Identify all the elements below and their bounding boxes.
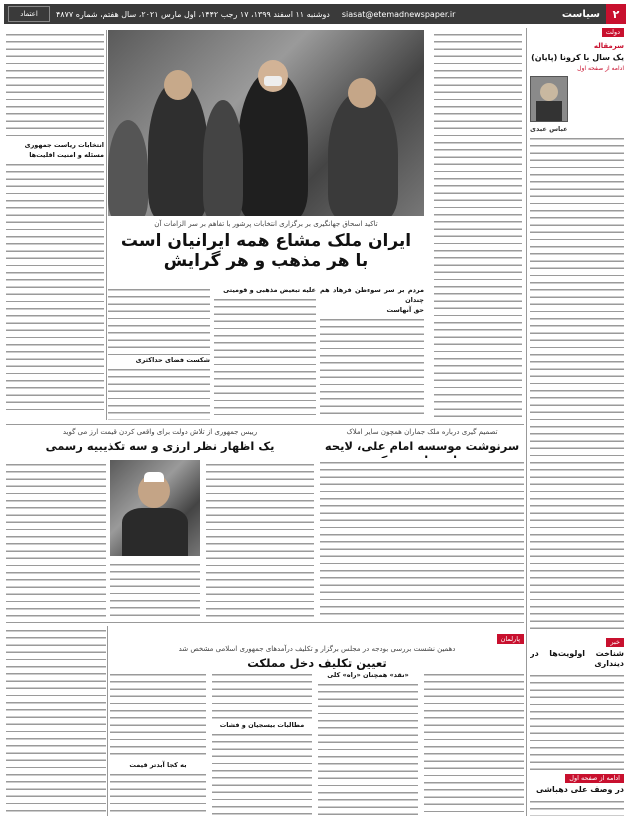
mid-story-2-text-a [206, 460, 314, 618]
section-divider [6, 622, 524, 623]
issue-date: دوشنبه ۱۱ اسفند ۱۳۹۹، ۱۷ رجب ۱۴۴۲، اول مارس ۲۰۲۱، سال هفتم، شماره ۴۸۷۷ [56, 9, 330, 19]
bottom-sub-3: به کجا آبدتر قیمت [129, 761, 187, 769]
author-name: عباس عبدی [530, 125, 568, 134]
lead-sub-2: حق آنهاست [386, 306, 424, 314]
box-title: شناخت اولویت‌ها در دینداری [530, 648, 624, 668]
column-divider [526, 28, 527, 816]
mid-story-photo [110, 460, 200, 556]
bottom-tag: پارلمان [497, 634, 524, 644]
section-title: سیاست [561, 8, 600, 20]
box2-title: در وصف علی دهباشی [535, 785, 624, 795]
bottom-kicker: دهمین نشست بررسی بودجه در مجلس برگزار و تکلیف درآمدهای جمهوری اسلامی مشخص شد [178, 645, 456, 653]
lead-subcol-3 [108, 285, 210, 420]
bottom-left-column [6, 626, 106, 816]
lead-sub-1: مردم بر سر سوءظن فرهاد هم چندان [320, 286, 424, 304]
bottom-col-4 [110, 670, 206, 816]
bottom-sub-2: مطالبات بیسجیان و فشات [219, 721, 305, 729]
lead-subcol-2 [214, 285, 316, 420]
lead-text-column [434, 30, 522, 420]
lead-headline-1: ایران ملک مشاع همه ایرانیان است [120, 231, 412, 251]
left-column-top [6, 30, 104, 420]
lead-sub-3: علیه تبعیض مذهبی و قومیتی [223, 286, 316, 294]
box-continue-tag: ادامه از صفحه اول [565, 774, 624, 783]
lead-headline-2: با هر مذهب و هر گرایش [163, 251, 369, 271]
bottom-sub-1: «نقد» همچنان «راه» کلی [327, 671, 409, 679]
editorial-title: یک سال با کرونا (پایان) [531, 53, 624, 63]
page-number: ۲ [606, 4, 626, 24]
left-sub-2: مسئله و امنیت اقلیت‌ها [29, 151, 104, 159]
mid-headline: سرنوشت موسسه امام علی، لایحه [324, 439, 520, 453]
section-tag: دولت [602, 28, 624, 37]
column-tag: سرمقاله [593, 42, 624, 51]
bottom-col-3 [212, 670, 312, 816]
left-sub-1: انتخابات ریاست جمهوری [24, 141, 104, 149]
email-address[interactable]: siasat@etemadnewspaper.ir [341, 9, 456, 19]
mid-story-text [320, 458, 524, 618]
section-divider [6, 424, 524, 425]
column-divider [107, 626, 108, 816]
mid-story-2-headline-block [6, 428, 314, 453]
right-column [530, 28, 624, 816]
lead-subcol-1 [320, 285, 424, 420]
mid2-kicker: رییس جمهوری از تلاش دولت برای واقعی کردن قیمت ارز می گوید [62, 428, 258, 436]
header-bar [4, 4, 626, 24]
mid-story-2-text-b [6, 460, 106, 618]
lead-kicker: تاکید اسحاق جهانگیری بر برگزاری انتخابات پرشور با تفاهم بر سر الزامات آن [154, 220, 378, 228]
bottom-story-headline-block [110, 626, 524, 670]
bottom-col-2 [318, 670, 418, 816]
lead-sub-4: شکست فضای حداکثری [135, 356, 210, 364]
mid-kicker: تصمیم گیری درباره ملک جماران همچون سایر املاک [346, 428, 498, 436]
mid-story-2-text-c [110, 560, 200, 618]
box-tag: خبر [606, 638, 624, 647]
author-portrait [530, 76, 568, 122]
bottom-headline: تعیین تکلیف دخل مملکت [247, 656, 387, 670]
mid2-headline: یک اظهار نظر ارزی و سه تکذیبیه رسمی [45, 439, 275, 453]
editorial-continue: ادامه از صفحه اول [577, 65, 624, 73]
bottom-col-1 [424, 670, 524, 816]
column-divider [106, 30, 107, 420]
lead-headline-block [108, 220, 424, 271]
newspaper-logo: اعتماد [8, 6, 50, 22]
lead-photo [108, 30, 424, 216]
